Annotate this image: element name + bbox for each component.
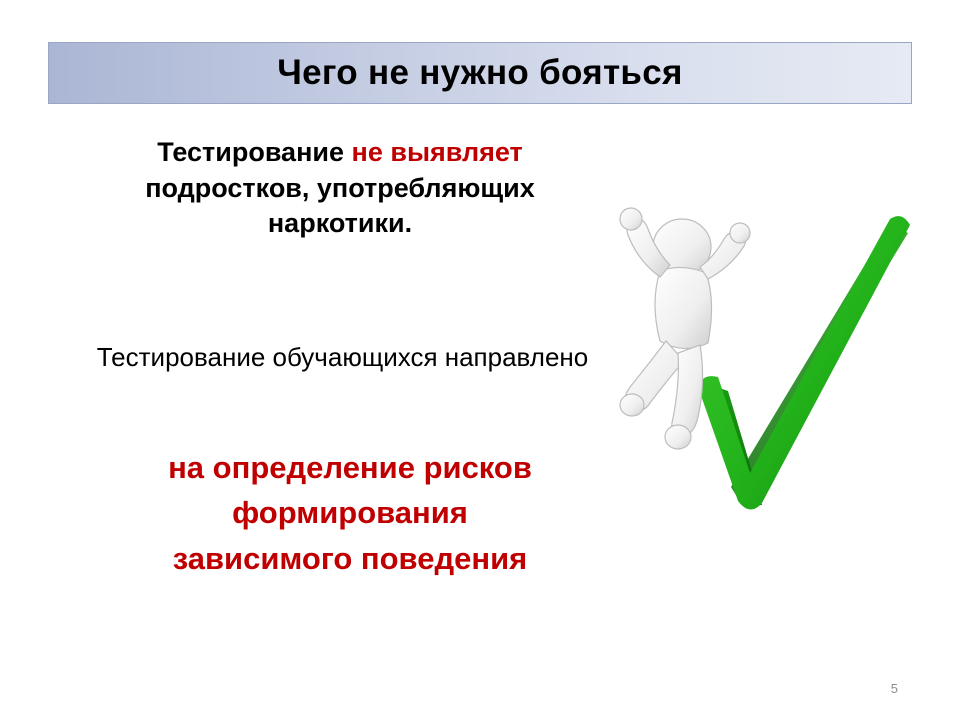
risk-line-2: формирования — [232, 495, 468, 531]
slide-title-bar — [48, 42, 912, 104]
paragraph-no-detection — [80, 135, 600, 242]
paragraph-risk-emphasis — [55, 445, 645, 581]
risk-line-1: на определение рисков — [168, 450, 532, 485]
paragraph-purpose: Тестирование обучающихся направлено — [96, 342, 589, 372]
slide-number: 5 — [890, 681, 898, 696]
risk-line-3: зависимого поведения — [172, 540, 528, 576]
paragraph1-rest: подростков, употребляющих наркотики. — [145, 172, 535, 239]
paragraph1-lead: Тестирование — [157, 137, 352, 167]
illustration — [590, 205, 930, 515]
paragraph1-highlight: не выявляет — [351, 137, 523, 167]
page-title: Чего не нужно бояться — [277, 53, 683, 92]
